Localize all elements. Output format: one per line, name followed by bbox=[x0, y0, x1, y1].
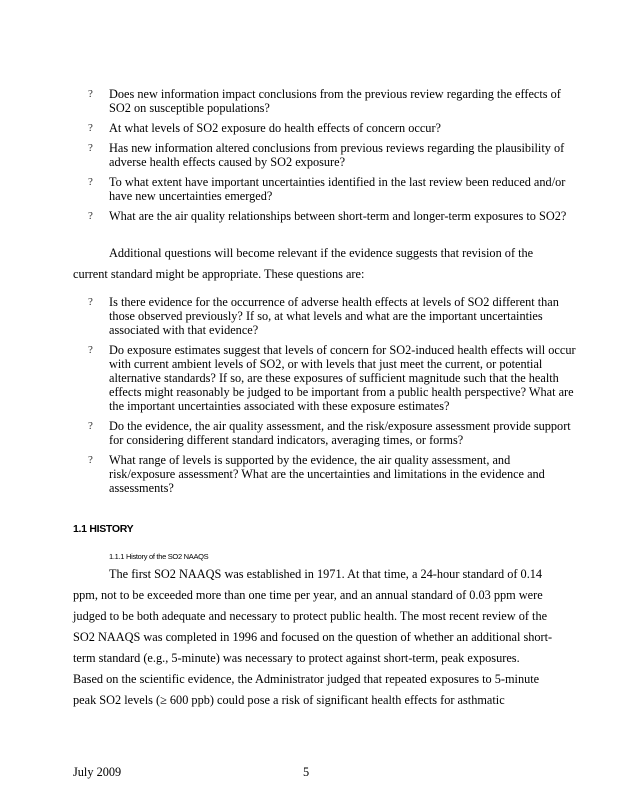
history-line: peak SO2 levels (≥ 600 ppb) could pose a risk of significant health effects for asthmatic bbox=[73, 693, 505, 707]
bullet-glyph: ? bbox=[88, 296, 93, 308]
question-item bbox=[0, 453, 618, 495]
bullet-glyph: ? bbox=[88, 420, 93, 432]
question-text: At what levels of SO2 exposure do health effects of concern occur? bbox=[109, 121, 442, 135]
question-item bbox=[0, 343, 618, 413]
question-text: To what extent have important uncertainties identified in the last review been reduced and/or have new uncertainties emerged? bbox=[109, 175, 566, 203]
bullet-glyph: ? bbox=[88, 142, 93, 154]
history-line: ppm, not to be exceeded more than one time per year, and an annual standard of 0.03 ppm were bbox=[73, 588, 543, 602]
bullet-glyph: ? bbox=[88, 176, 93, 188]
bullet-glyph: ? bbox=[88, 88, 93, 100]
history-line: judged to be both adequate and necessary to protect public health. The most recent review of the bbox=[73, 609, 548, 623]
question-text: Is there evidence for the occurrence of adverse health effects at levels of SO2 different than those observed previously? If so, at what levels and what are the important uncertainties associated with that evidence? bbox=[109, 295, 559, 337]
question-text: Has new information altered conclusions from previous reviews regarding the plausibility of adverse health effects caused by SO2 exposure? bbox=[109, 141, 565, 169]
history-line: Based on the scientific evidence, the Administrator judged that repeated exposures to 5-minute bbox=[73, 672, 540, 686]
history-line: SO2 NAAQS was completed in 1996 and focused on the question of whether an additional short- bbox=[73, 630, 553, 644]
question-text: What range of levels is supported by the evidence, the air quality assessment, and risk/exposure assessment? What are the uncertainties and limitations in the evidence and assessments? bbox=[109, 453, 545, 495]
question-item bbox=[0, 295, 618, 337]
bullet-glyph: ? bbox=[88, 454, 93, 466]
history-line: term standard (e.g., 5-minute) was necessary to protect against short-term, peak exposures. bbox=[73, 651, 520, 665]
question-item bbox=[0, 87, 618, 115]
question-list-secondary bbox=[0, 295, 618, 501]
question-item bbox=[0, 175, 618, 203]
section-heading: 1.1 HISTORY bbox=[73, 523, 134, 535]
footer-page-number: 5 bbox=[303, 765, 310, 779]
intro-line-2: current standard might be appropriate. These questions are: bbox=[73, 267, 365, 281]
bullet-glyph: ? bbox=[88, 344, 93, 356]
intro-line-1: Additional questions will become relevant if the evidence suggests that revision of the bbox=[109, 246, 534, 260]
question-item bbox=[0, 141, 618, 169]
bullet-glyph: ? bbox=[88, 122, 93, 134]
subsection-heading: 1.1.1 History of the SO2 NAAQS bbox=[109, 552, 209, 561]
question-text: Does new information impact conclusions from the previous review regarding the effects of SO2 on susceptible populations? bbox=[109, 87, 561, 115]
history-line: The first SO2 NAAQS was established in 1971. At that time, a 24-hour standard of 0.14 bbox=[109, 567, 543, 581]
footer-date: July 2009 bbox=[73, 765, 122, 779]
question-item bbox=[0, 121, 618, 135]
question-text: Do exposure estimates suggest that levels of concern for SO2-induced health effects will occur with current ambient levels of SO2, or with levels that just meet the current, or potential alternative standards? If so, are these exposures of sufficient magnitude such that the health effects might reasonably be judged to be important from a public health perspective? What are the important uncertainties associated with these exposure estimates? bbox=[109, 343, 576, 413]
question-text: Do the evidence, the air quality assessment, and the risk/exposure assessment provide support for considering different standard indicators, averaging times, or forms? bbox=[109, 419, 571, 447]
question-text: What are the air quality relationships between short-term and longer-term exposures to SO2? bbox=[109, 209, 567, 223]
question-list-primary bbox=[0, 87, 618, 229]
bullet-glyph: ? bbox=[88, 210, 93, 222]
question-item bbox=[0, 209, 618, 223]
question-item bbox=[0, 419, 618, 447]
